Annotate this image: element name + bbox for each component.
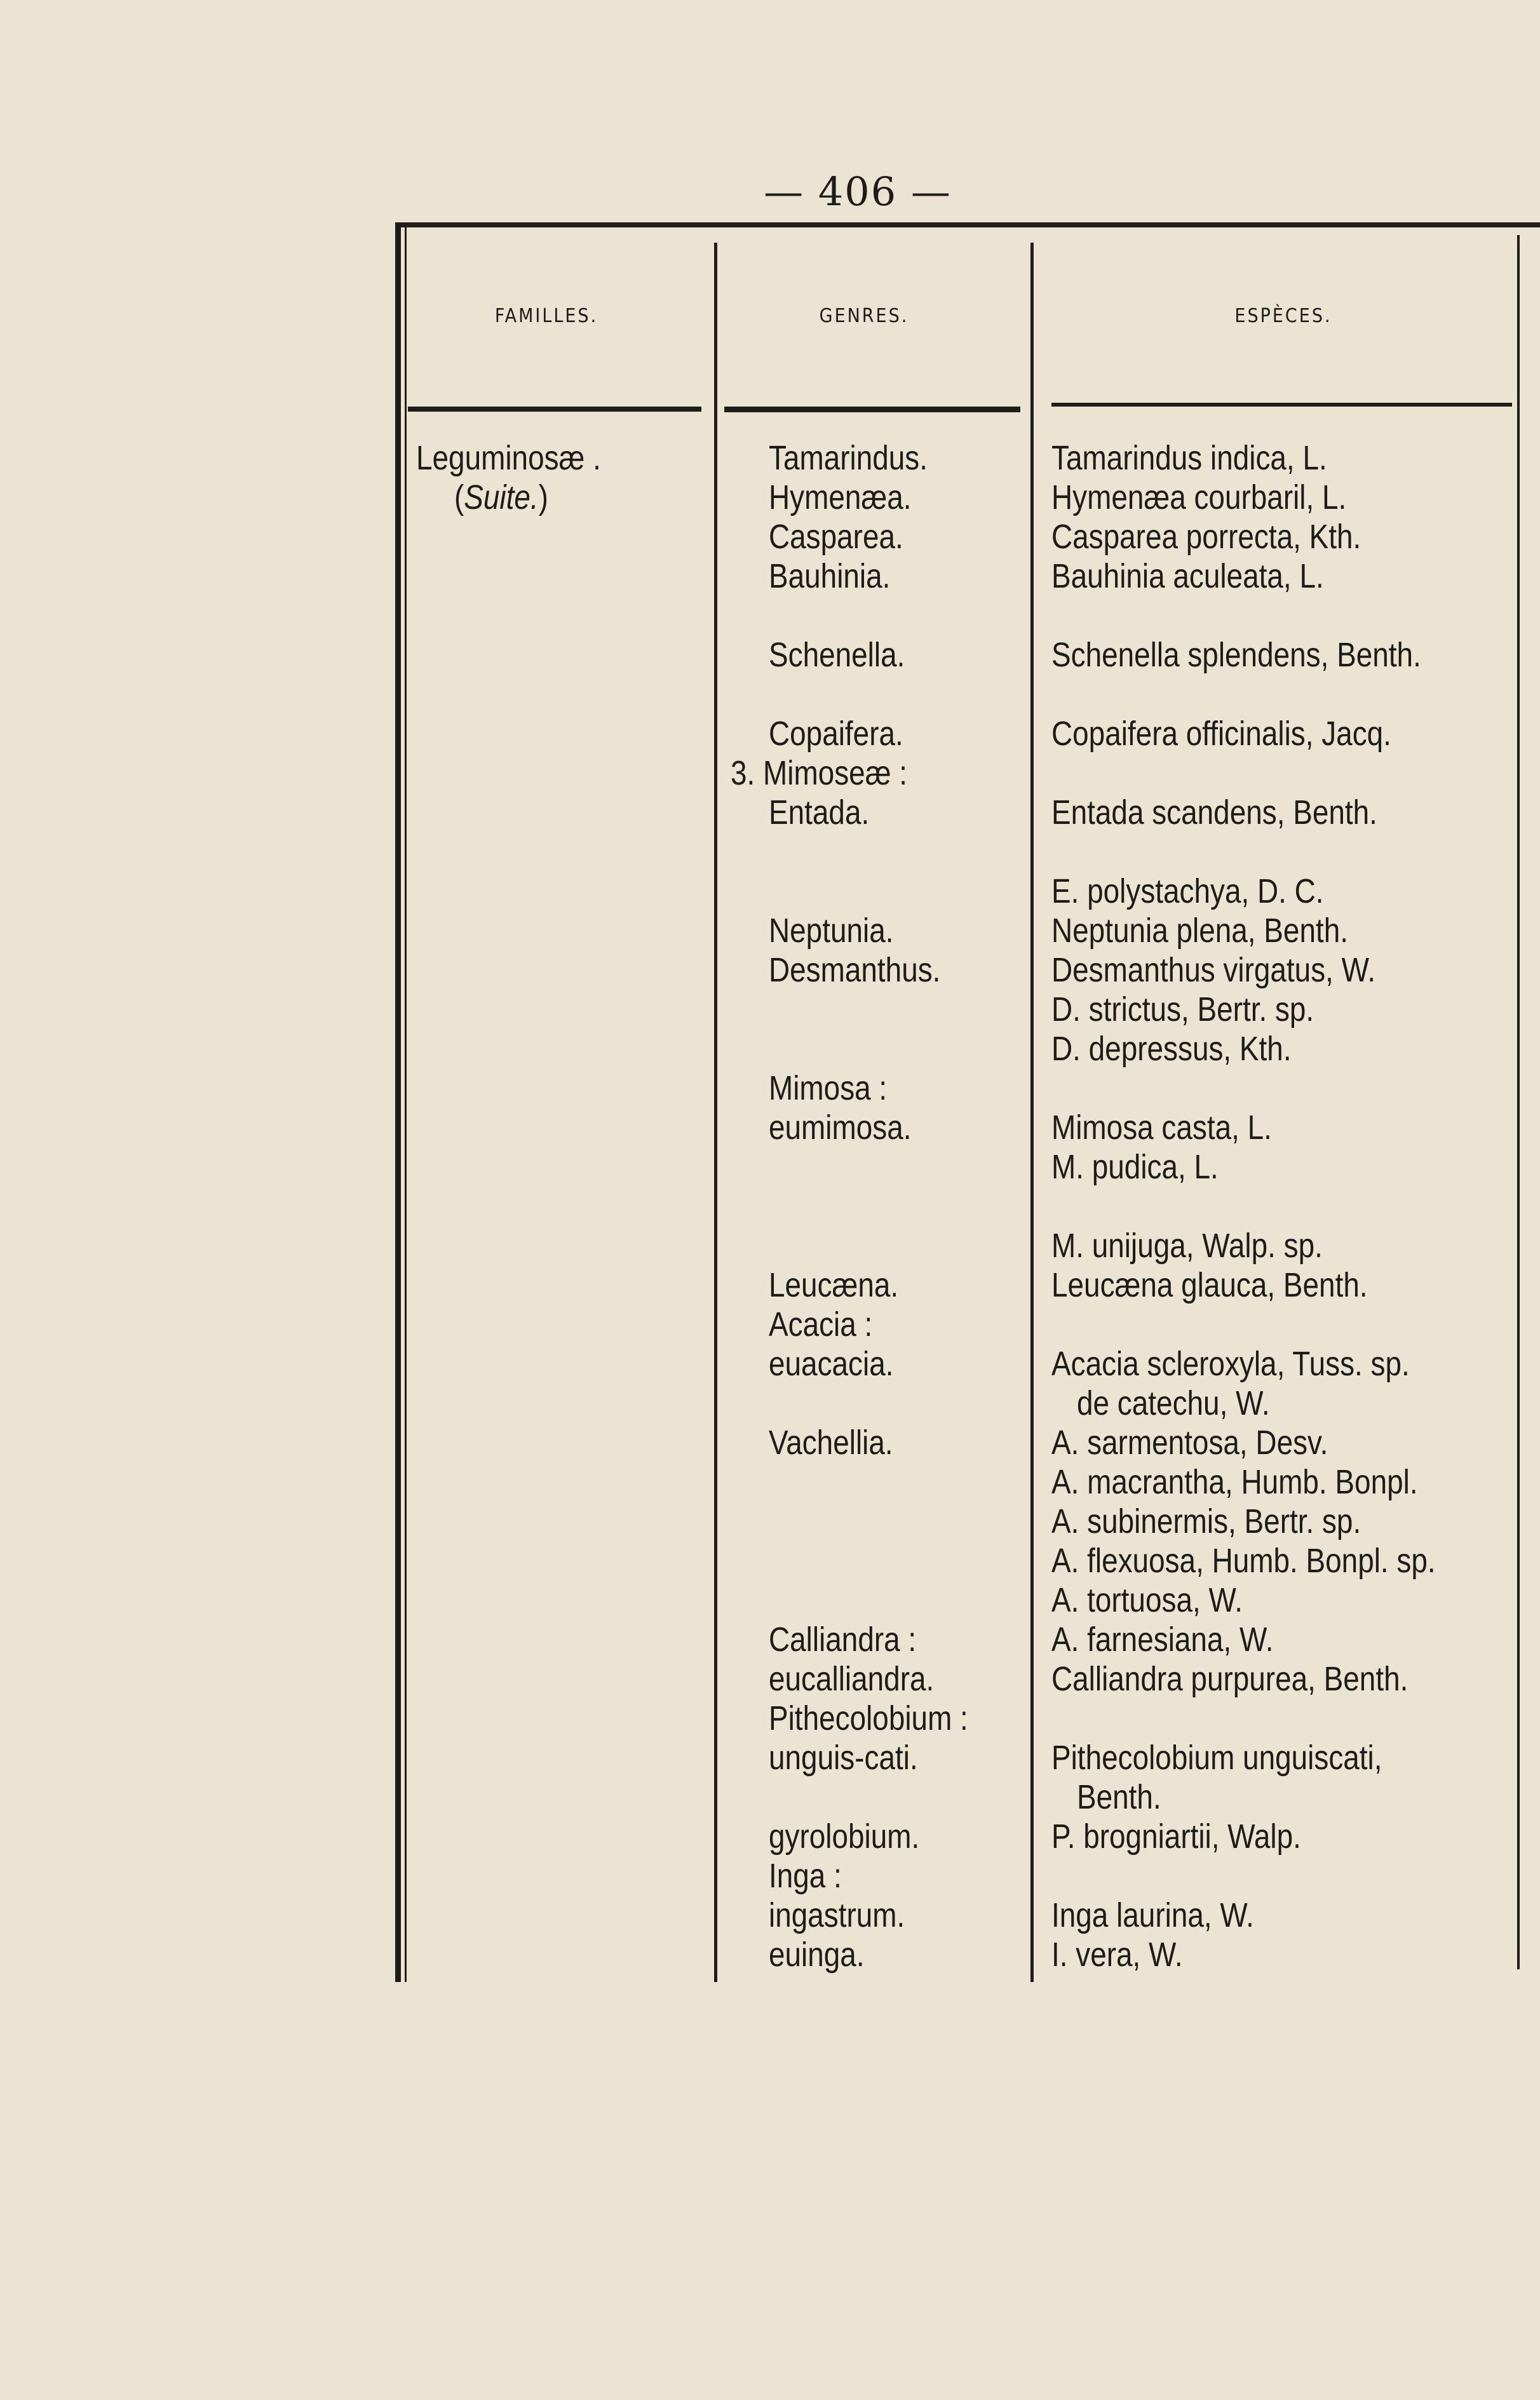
espece-entry: Mimosa casta, L. (1051, 1109, 1272, 1147)
genre-entry: Neptunia. (769, 912, 894, 950)
espece-entry: E. polystachya, D. C. (1051, 872, 1324, 910)
espece-entry: A. tortuosa, W. (1051, 1581, 1243, 1619)
espece-entry: A. sarmentosa, Desv. (1051, 1424, 1328, 1462)
table-left-rule-thick (395, 222, 401, 1982)
column-divider-genres (714, 243, 717, 1982)
genre-entry: Acacia : (769, 1305, 873, 1344)
genre-entry: ingastrum. (769, 1896, 905, 1934)
espece-entry: Leucæna glauca, Benth. (1051, 1266, 1368, 1304)
genre-entry: Vachellia. (769, 1424, 893, 1462)
espece-entry: D. strictus, Bertr. sp. (1051, 990, 1314, 1028)
header-familles: FAMILLES. (494, 305, 598, 327)
espece-entry: Copaifera officinalis, Jacq. (1051, 715, 1391, 753)
espece-entry: Calliandra purpurea, Benth. (1051, 1660, 1408, 1698)
famille-entry: Leguminosæ . (416, 439, 601, 477)
table-right-rule (1517, 235, 1520, 1969)
espece-entry: Acacia scleroxyla, Tuss. sp. (1051, 1345, 1410, 1383)
espece-entry: Neptunia plena, Benth. (1051, 912, 1349, 950)
page-number: — 406 — (764, 168, 952, 215)
espece-entry: Bauhinia aculeata, L. (1051, 557, 1324, 595)
genre-entry: euinga. (769, 1936, 865, 1974)
genre-entry: Entada. (769, 793, 870, 832)
espece-entry: I. vera, W. (1051, 1936, 1183, 1974)
header-underline-familles (408, 407, 701, 412)
table-top-rule (395, 222, 1540, 227)
column-divider-especes (1030, 243, 1034, 1982)
genre-entry: euacacia. (769, 1345, 894, 1383)
famille-entry: (Suite.) (454, 478, 548, 516)
header-underline-especes (1051, 403, 1512, 407)
espece-entry: A. macrantha, Humb. Bonpl. (1051, 1463, 1418, 1501)
espece-entry: A. subinermis, Bertr. sp. (1051, 1502, 1361, 1540)
espece-entry: Desmanthus virgatus, W. (1051, 951, 1376, 989)
genre-entry: Desmanthus. (769, 951, 941, 989)
espece-entry: P. brogniartii, Walp. (1051, 1817, 1301, 1856)
espece-entry: D. depressus, Kth. (1051, 1030, 1292, 1068)
genre-entry: unguis-cati. (769, 1739, 918, 1777)
genre-entry: 3. Mimoseæ : (731, 754, 908, 792)
espece-entry: M. pudica, L. (1051, 1148, 1219, 1186)
genre-entry: gyrolobium. (769, 1817, 920, 1856)
genre-entry: Tamarindus. (769, 439, 928, 477)
espece-entry: M. unijuga, Walp. sp. (1051, 1227, 1323, 1265)
espece-entry: Pithecolobium unguiscati, (1051, 1739, 1382, 1777)
espece-entry: de catechu, W. (1077, 1384, 1270, 1422)
espece-entry: Inga laurina, W. (1051, 1896, 1254, 1934)
genre-entry: Casparea. (769, 518, 903, 556)
header-especes: ESPÈCES. (1234, 305, 1332, 327)
espece-entry: Schenella splendens, Benth. (1051, 636, 1421, 674)
genre-entry: Copaifera. (769, 715, 903, 753)
espece-entry: Hymenæa courbaril, L. (1051, 478, 1347, 516)
espece-entry: Entada scandens, Benth. (1051, 793, 1377, 832)
genre-entry: Pithecolobium : (769, 1699, 968, 1737)
genre-entry: Inga : (769, 1857, 842, 1895)
espece-entry: A. farnesiana, W. (1051, 1621, 1274, 1659)
espece-entry: Casparea porrecta, Kth. (1051, 518, 1361, 556)
genre-entry: Leucæna. (769, 1266, 899, 1304)
genre-entry: eumimosa. (769, 1109, 912, 1147)
genre-entry: Mimosa : (769, 1069, 888, 1107)
espece-entry: A. flexuosa, Humb. Bonpl. sp. (1051, 1542, 1436, 1580)
espece-entry: Benth. (1077, 1778, 1161, 1816)
header-genres: GENRES. (819, 305, 909, 327)
genre-entry: eucalliandra. (769, 1660, 935, 1698)
espece-entry: Tamarindus indica, L. (1051, 439, 1327, 477)
genre-entry: Hymenæa. (769, 478, 912, 516)
genre-entry: Schenella. (769, 636, 905, 674)
genre-entry: Bauhinia. (769, 557, 891, 595)
table-left-rule-thin (405, 227, 407, 1982)
header-underline-genres (724, 407, 1020, 412)
genre-entry: Calliandra : (769, 1621, 917, 1659)
